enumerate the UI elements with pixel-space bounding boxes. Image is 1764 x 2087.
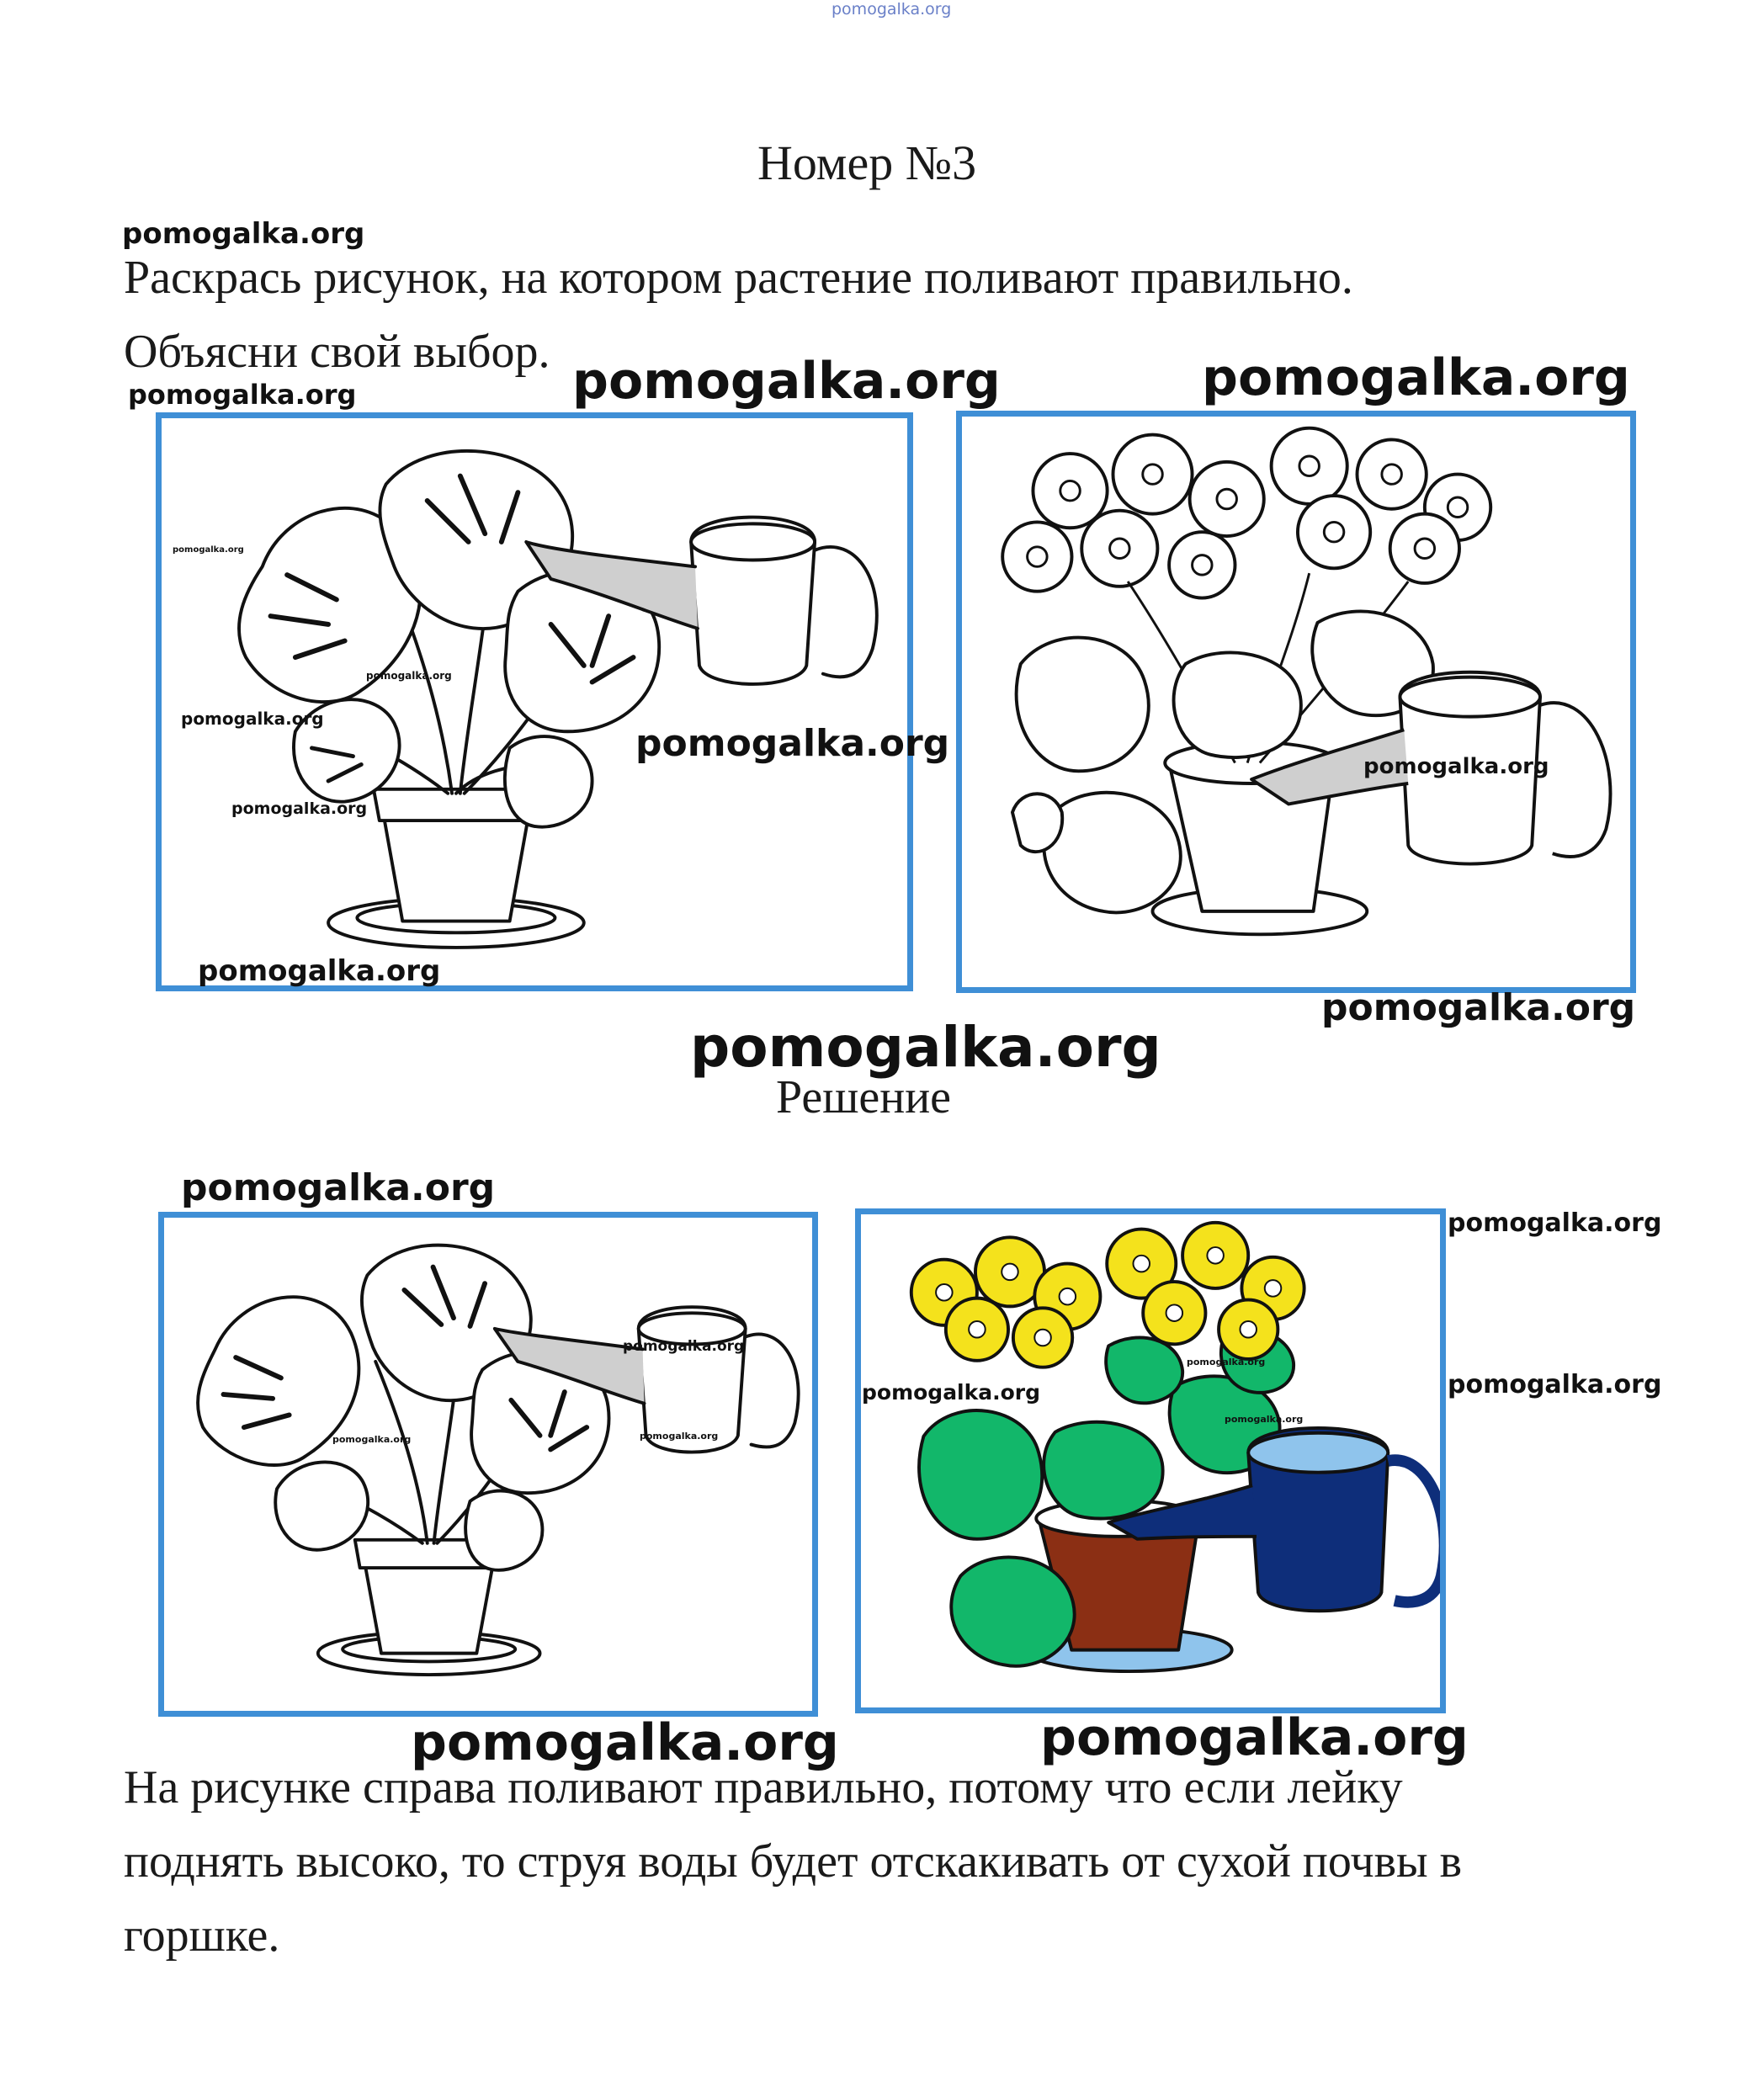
top-watermark: pomogalka.org bbox=[832, 0, 952, 19]
watermark: pomogalka.org bbox=[181, 709, 324, 729]
answer-line-2: поднять высоко, то струя воды будет отскакивать от сухой почвы в bbox=[124, 1835, 1463, 1888]
illustration-monstera-bottom bbox=[158, 1212, 818, 1717]
illustration-monstera-top bbox=[156, 412, 913, 991]
watermark: pomogalka.org bbox=[1321, 986, 1636, 1029]
geranium-colored-drawing bbox=[861, 1214, 1440, 1707]
watermark: pomogalka.org bbox=[128, 379, 357, 411]
answer-line-3: горшке. bbox=[124, 1909, 280, 1962]
watermark: pomogalka.org bbox=[198, 954, 441, 988]
watermark: pomogalka.org bbox=[640, 1431, 719, 1442]
page-title: Номер №3 bbox=[757, 135, 977, 190]
watermark: pomogalka.org bbox=[1187, 1357, 1266, 1367]
illustration-geranium-colored bbox=[855, 1208, 1446, 1713]
watermark: pomogalka.org bbox=[635, 722, 950, 765]
answer-text bbox=[124, 1750, 1462, 1973]
watermark: pomogalka.org bbox=[623, 1338, 745, 1355]
illustration-geranium-top bbox=[956, 411, 1636, 993]
watermark: pomogalka.org bbox=[1225, 1414, 1304, 1425]
monstera-drawing-bottom bbox=[164, 1218, 812, 1711]
watermark: pomogalka.org bbox=[572, 352, 1001, 411]
watermark: pomogalka.org bbox=[332, 1434, 412, 1445]
watermark: pomogalka.org bbox=[1202, 348, 1630, 407]
watermark: pomogalka.org bbox=[366, 670, 452, 682]
geranium-drawing bbox=[962, 417, 1630, 987]
task-line-1: Раскрась рисунок, на котором растение поливают правильно. bbox=[124, 252, 1353, 304]
watermark: pomogalka.org bbox=[1448, 1208, 1662, 1238]
watermark: pomogalka.org bbox=[1448, 1370, 1662, 1399]
watermark: pomogalka.org bbox=[231, 799, 368, 818]
watermark: pomogalka.org bbox=[862, 1380, 1041, 1405]
watermark: pomogalka.org bbox=[411, 1713, 839, 1772]
watermark: pomogalka.org bbox=[122, 217, 365, 251]
watermark: pomogalka.org bbox=[181, 1166, 496, 1209]
answer-line-1: На рисунке справа поливают правильно, потому что если лейку bbox=[124, 1761, 1403, 1814]
solution-heading: Решение bbox=[776, 1071, 952, 1123]
watermark: pomogalka.org bbox=[1363, 754, 1549, 779]
watermark: pomogalka.org bbox=[690, 1015, 1161, 1080]
watermark: pomogalka.org bbox=[1040, 1708, 1469, 1767]
monstera-drawing bbox=[162, 418, 907, 985]
task-line-2: Объясни свой выбор. bbox=[124, 326, 550, 378]
watermark: pomogalka.org bbox=[173, 545, 244, 555]
